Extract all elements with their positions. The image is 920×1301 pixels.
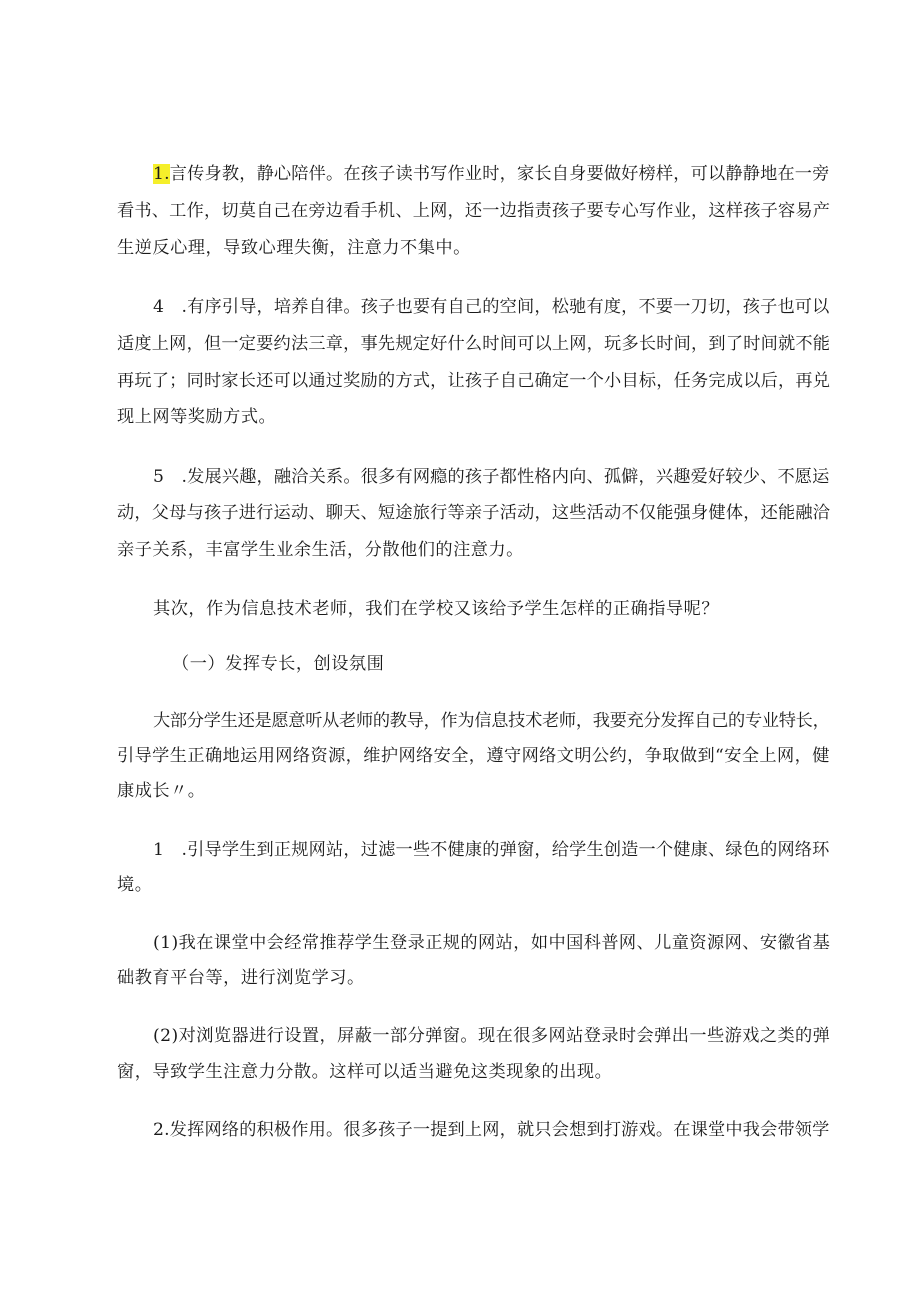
paragraph-line: 大部分学生还是愿意听从老师的教导，作为信息技术老师，我要充分发挥自己的专业特长， [153,711,830,731]
paragraph-line: 看书、工作，切莫自己在旁边看手机、上网，还一边指责孩子要专心写作业，这样孩子容易产 [117,201,831,221]
paragraph-line: 础教育平台等，进行浏览学习。 [117,968,365,988]
paragraph-line: 窗，导致学生注意力分散。这样可以适当避免这类现象的出现。 [117,1062,613,1082]
paragraph-line: 1 .引导学生到正规网站，过滤一些不健康的弹窗，给学生创造一个健康、绿色的网络环 [153,840,830,860]
paragraph-line: 亲子关系，丰富学生业余生活，分散他们的注意力。 [117,540,524,560]
paragraph-line: 5 .发展兴趣，融洽关系。很多有网瘾的孩子都性格内向、孤僻，兴趣爱好较少、不愿运 [153,467,830,487]
paragraph-line: 2.发挥网络的积极作用。很多孩子一提到上网，就只会想到打游戏。在课堂中我会带领学 [153,1120,830,1140]
paragraph-line: 境。 [117,875,153,895]
paragraph-line: 适度上网，但一定要约法三章，事先规定好什么时间可以上网，玩多长时间，到了时间就不能 [117,334,831,354]
paragraph-line: 4 .有序引导，培养自律。孩子也要有自己的空间，松驰有度，不要一刀切，孩子也可以 [153,297,830,317]
paragraph-line: 引导学生正确地运用网络资源，维护网络安全，遵守网络文明公约，争取做到“安全上网，健 [117,746,830,766]
paragraph-line: 动，父母与孩子进行运动、聊天、短途旅行等亲子活动，这些活动不仅能强身健体，还能融洽 [117,503,831,523]
highlighted-number: 1. [153,164,170,184]
paragraph-line: (2)对浏览器进行设置，屏蔽一部分弹窗。现在很多网站登录时会弹出一些游戏之类的弹 [153,1026,831,1046]
paragraph-line: 现上网等奖励方式。 [117,407,277,427]
paragraph-line: 其次，作为信息技术老师，我们在学校又该给予学生怎样的正确指导呢？ [153,599,720,619]
paragraph-line: 康成长〃。 [117,781,206,801]
paragraph-line: 生逆反心理，导致心理失衡，注意力不集中。 [117,238,471,258]
section-heading: （一）发挥专长，创设氛围 [172,654,385,674]
paragraph-line: 1.言传身教，静心陪伴。在孩子读书写作业时，家长自身要做好榜样，可以静静地在一旁 [153,164,830,184]
paragraph-line: (1)我在课堂中会经常推荐学生登录正规的网站，如中国科普网、儿童资源网、安徽省基 [153,933,831,953]
paragraph-line: 再玩了；同时家长还可以通过奖励的方式，让孩子自己确定一个小目标，任务完成以后，再兑 [117,371,831,391]
